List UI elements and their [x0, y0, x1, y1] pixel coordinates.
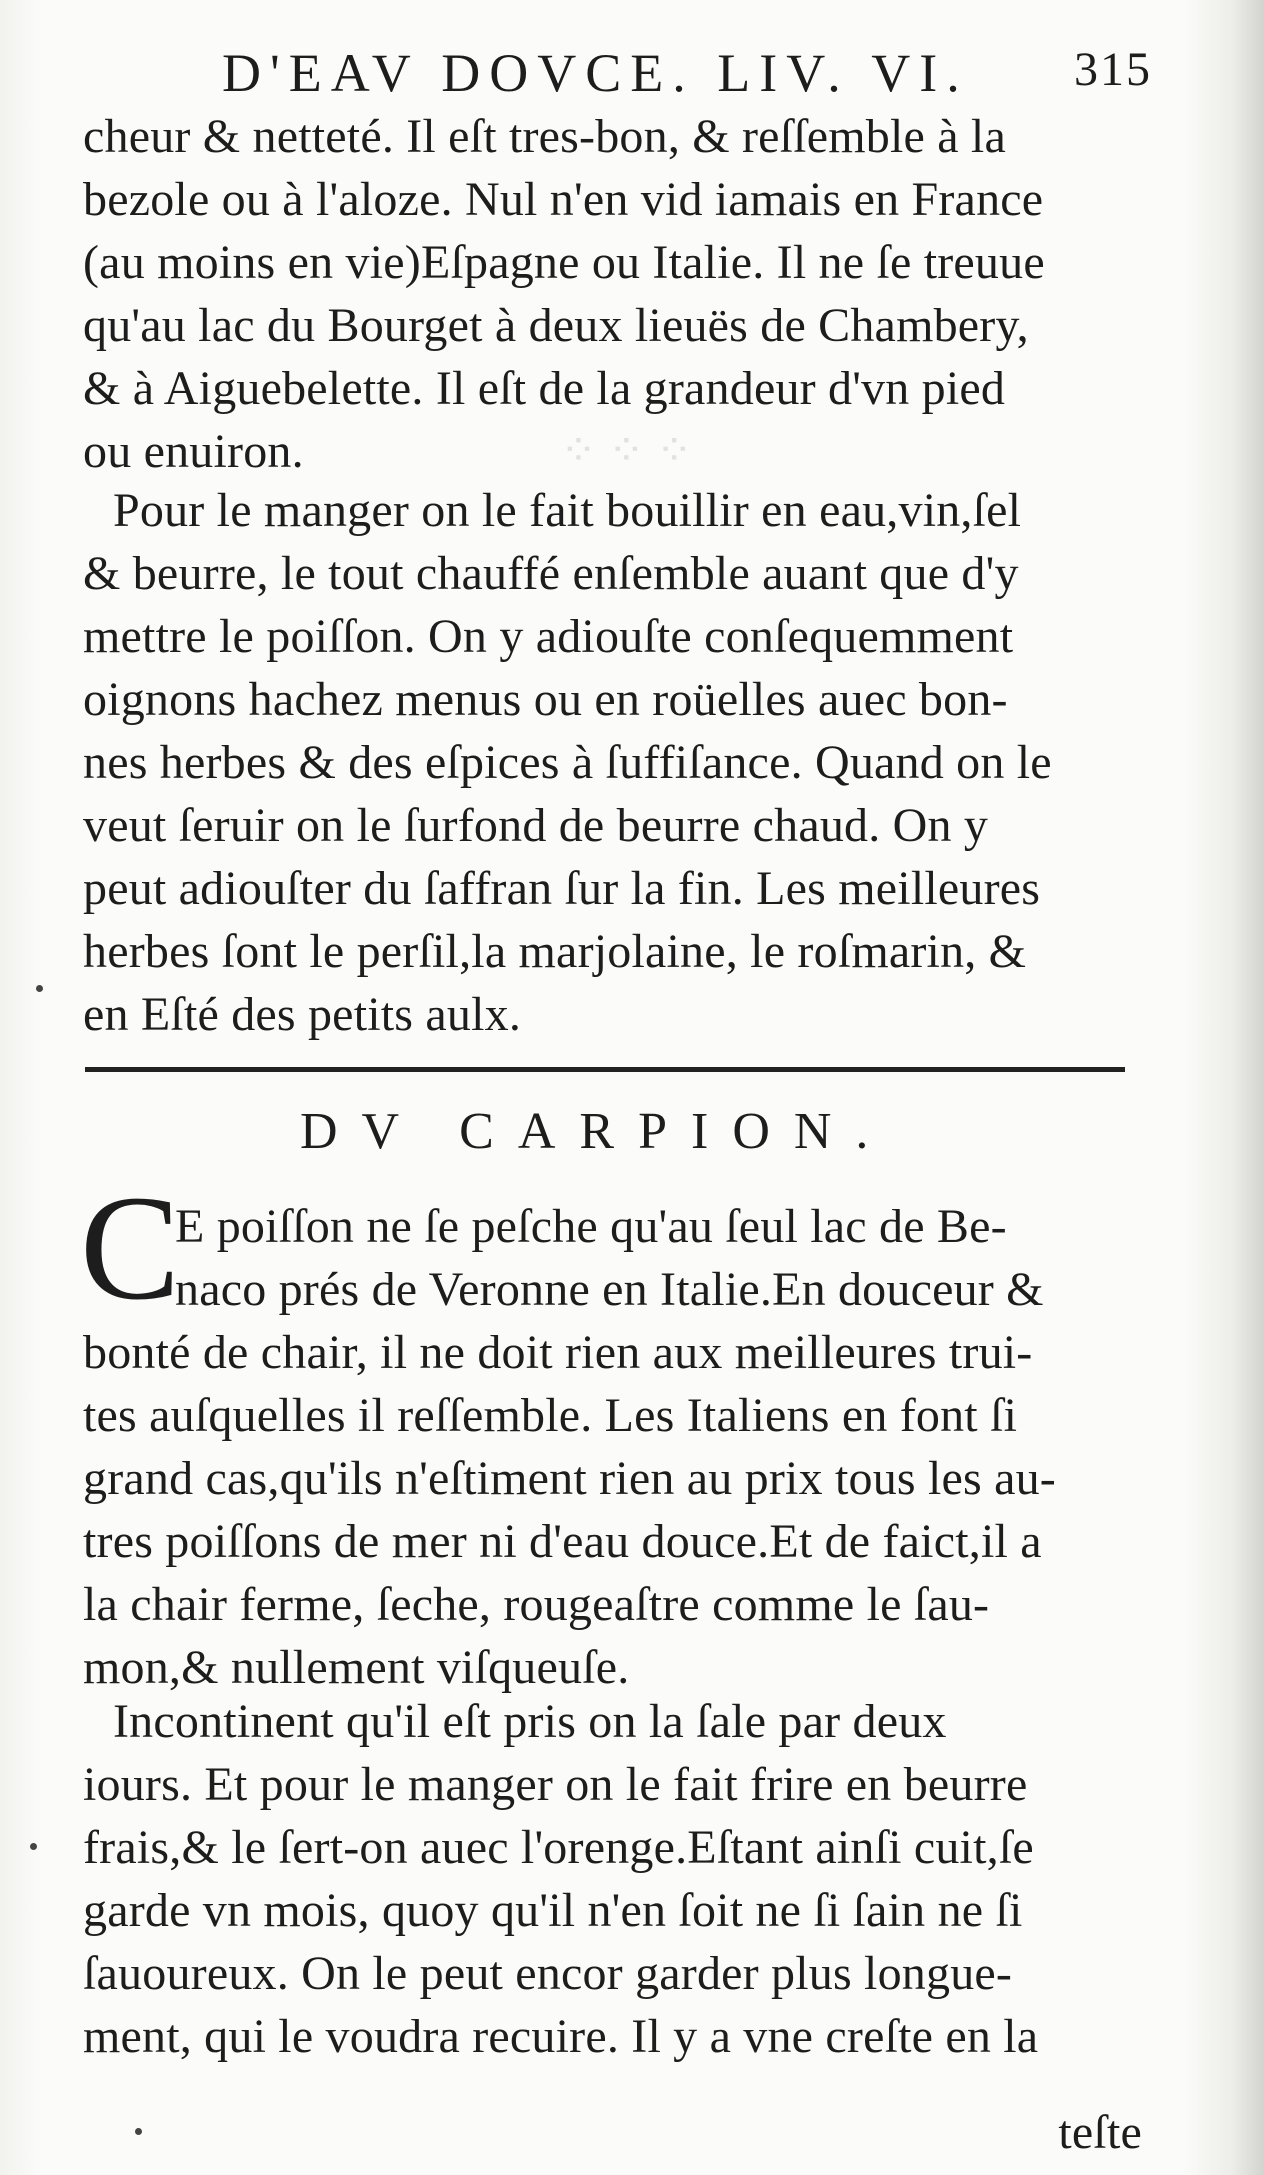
section2-paragraph1 [83, 1321, 1138, 1699]
text-line: & à Aiguebelette. Il eſt de la grandeur d'vn pied [83, 362, 1006, 415]
text-line: Pour le manger on le fait bouillir en eau,vin,ſel [113, 484, 1022, 537]
text-line: nes herbes & des eſpices à ſuffiſance. Quand on le [83, 736, 1052, 789]
show-through: ⁘ ⁘ ⁘ [560, 426, 693, 475]
page-number: 315 [1074, 43, 1152, 96]
ink-speck [135, 2128, 142, 2135]
text-line: la chair ferme, ſeche, rougeaſtre comme le ſau- [83, 1578, 990, 1631]
text-line: iours. Et pour le manger on le fait frire en beurre [83, 1758, 1028, 1811]
text-line: tes auſquelles il reſſemble. Les Italiens en font ſi [83, 1389, 1018, 1442]
text-line: naco prés de Veronne en Italie.En douceur & [175, 1263, 1044, 1316]
text-line: qu'au lac du Bourget à deux lieuës de Chambery, [83, 299, 1029, 352]
text-line: (au moins en vie)Eſpagne ou Italie. Il ne ſe treuue [83, 236, 1045, 289]
catchword: teſte [1058, 2106, 1142, 2159]
text-line: herbes ſont le perſil,la marjolaine, le roſmarin, & [83, 925, 1027, 978]
text-line: & beurre, le tout chauffé enſemble auant que d'y [83, 547, 1019, 600]
page-header [222, 36, 1152, 106]
page-edge-shadow [1184, 0, 1264, 2175]
text-line: frais,& le ſert-on auec l'orenge.Eſtant ainſi cuit,ſe [83, 1821, 1034, 1874]
text-line: garde vn mois, quoy qu'il n'en ſoit ne ſi ſain ne ſi [83, 1884, 1023, 1937]
ink-speck [30, 1843, 37, 1850]
text-line: ſauoureux. On le peut encor garder plus longue- [83, 1947, 1013, 2000]
text-line: peut adiouſter du ſaffran ſur la fin. Les meilleures [83, 862, 1041, 915]
text-line: Incontinent qu'il eſt pris on la ſale par deux [113, 1695, 947, 1748]
running-title: D'EAV DOVCE. LIV. VI. [222, 43, 969, 103]
section2-paragraph2 [83, 1690, 1138, 2068]
text-line: bonté de chair, il ne doit rien aux meilleures trui- [83, 1326, 1033, 1379]
text-line: tres poiſſons de mer ni d'eau douce.Et de faict,il a [83, 1515, 1042, 1568]
section1-paragraph2 [83, 479, 1138, 1046]
section-divider-rule [85, 1067, 1125, 1072]
text-line: oignons hachez menus ou en roüelles auec bon- [83, 673, 1008, 726]
text-line: ment, qui le voudra recuire. Il y a vne creſte en la [83, 2010, 1039, 2063]
text-line: mettre le poiſſon. On y adiouſte conſequemment [83, 610, 1014, 663]
text-line: en Eſté des petits aulx. [83, 988, 522, 1041]
text-line: mon,& nullement viſqueuſe. [83, 1641, 630, 1694]
text-line: bezole ou à l'aloze. Nul n'en vid iamais en France [83, 173, 1044, 226]
section-title: DV CARPION. [300, 1103, 893, 1160]
drop-cap: C [80, 1165, 181, 1331]
text-line: cheur & netteté. Il eſt tres-bon, & reſſemble à la [83, 110, 1006, 163]
text-line: ou enuiron. [83, 425, 304, 478]
text-line: veut ſeruir on le ſurfond de beurre chaud. On y [83, 799, 989, 852]
dropcap-paragraph-lines [175, 1195, 1135, 1321]
ink-speck [36, 985, 43, 992]
text-line: grand cas,qu'ils n'eſtiment rien au prix tous les au- [83, 1452, 1056, 1505]
text-line: E poiſſon ne ſe peſche qu'au ſeul lac de Be- [175, 1200, 1007, 1253]
section1-paragraph1 [83, 105, 1138, 483]
